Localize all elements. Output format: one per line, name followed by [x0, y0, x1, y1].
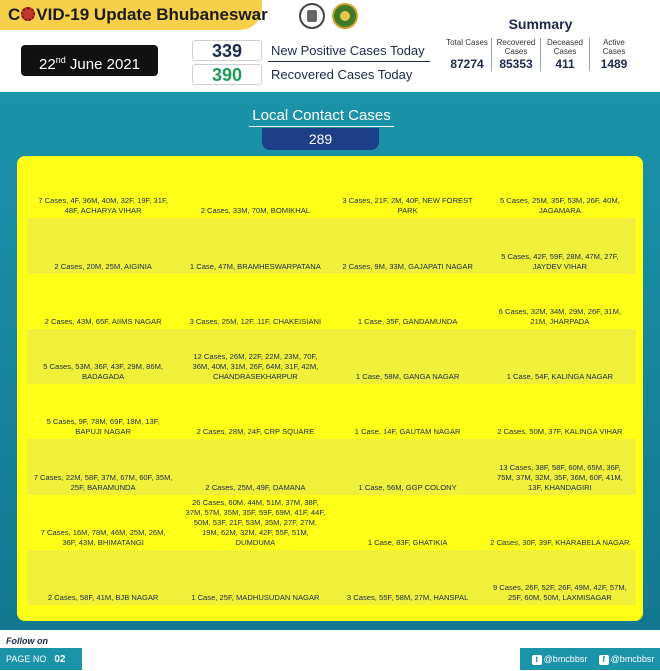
case-cell: 1 Case, 56M, GGP COLONY: [332, 439, 484, 494]
case-cell: 12 Cases, 26M, 22F, 22M, 23M, 70F, 36M, 40M, 31M, 26F, 64M, 31F, 42M, CHANDRASEKHARPUR: [179, 329, 331, 384]
follow-label: Follow on: [6, 636, 48, 646]
summary-label: Total Cases: [446, 38, 488, 47]
date-day: 22: [39, 56, 56, 73]
summary-value: 1489: [600, 57, 628, 71]
summary-label: Deceased Cases: [546, 38, 584, 56]
twitter-link[interactable]: [532, 654, 588, 665]
case-cell: 3 Cases, 55F, 58M, 27M, HANSPAL: [332, 550, 484, 605]
case-cell: 2 Cases, 43M, 65F, AIIMS NAGAR: [44, 316, 162, 326]
case-cell: 2 Cases, 30F, 39F, KHARABELA NAGAR: [490, 537, 630, 547]
case-cell: 2 Cases, 50M, 37F, KALINGA VIHAR: [497, 427, 623, 437]
twitter-icon: t: [532, 655, 542, 665]
case-cell: 7 Cases, 22M, 58F, 37M, 67M, 60F, 35M, 25F, BARAMUNDA: [27, 439, 179, 494]
case-cell: 7 Cases, 16M, 78M, 46M, 25M, 26M, 36F, 43M, BHIMATANGI: [40, 527, 166, 547]
new-positive-count: 339: [192, 40, 262, 61]
bmc-logo: [332, 3, 358, 29]
date-suffix: nd: [55, 55, 66, 65]
case-cell: 9 Cases, 26F, 52F, 26F, 49M, 42F, 57M, 25F, 60M, 50M, LAXMISAGAR: [484, 550, 636, 605]
social-links: [520, 648, 660, 670]
footer: [0, 630, 660, 671]
case-cell: 2 Cases, 58F, 41M, BJB NAGAR: [27, 550, 179, 605]
divider: [268, 61, 430, 62]
local-contact-title: Local Contact Cases: [249, 107, 394, 127]
summary-value: 411: [555, 57, 575, 71]
case-cell: 5 Cases, 42F, 59F, 28M, 47M, 27F, JAYDEV VIHAR: [484, 218, 636, 273]
summary-recovered: [492, 38, 541, 71]
summary-label: Active Cases: [602, 38, 626, 56]
page-label: PAGE NO: [6, 654, 47, 664]
recovered-label: Recovered Cases Today: [271, 67, 413, 82]
summary-value: 87274: [450, 57, 484, 71]
summary-active: [590, 38, 638, 71]
case-cell: 1 Case, 35F, GANDAMUNDA: [357, 316, 458, 326]
page-title: [8, 5, 268, 25]
page-number: 02: [54, 654, 66, 665]
date-badge: [21, 45, 158, 76]
case-cell: 3 Cases, 21F, 2M, 40F, NEW FOREST PARK: [342, 196, 473, 216]
new-positive-label: New Positive Cases Today: [271, 43, 425, 58]
recovered-count: 390: [192, 64, 262, 85]
facebook-link[interactable]: [599, 654, 655, 665]
case-cell: 2 Cases, 28M, 24F, CRP SQUARE: [196, 427, 315, 437]
date-rest: June 2021: [65, 56, 140, 73]
local-contact-count: 289: [262, 128, 379, 150]
facebook-handle: @bmcbbsr: [610, 653, 655, 664]
case-cell: 1 Case, 14F, GAUTAM NAGAR: [354, 427, 461, 437]
case-cell: 1 Case, 25F, MADHUSUDAN NAGAR: [179, 550, 331, 605]
twitter-handle: @bmcbbsr: [543, 653, 588, 664]
case-cell: 5 Cases, 9F, 78M, 69F, 18M, 13F, BAPUJI NAGAR: [46, 417, 160, 437]
case-cell: 13 Cases, 38F, 58F, 60M, 65M, 36F, 75M, 37M, 32M, 35F, 36M, 60F, 41M, 13F, KHANDAGIRI: [484, 439, 636, 494]
title-suffix: VID-19 Update Bhubaneswar: [36, 5, 268, 24]
case-cell: 1 Case, 47M, BRAMHESWARPATANA: [179, 218, 331, 273]
title-prefix: C: [8, 5, 21, 24]
case-cell: 5 Cases, 25M, 35F, 53M, 26F, 40M, JAGAMARA: [499, 196, 620, 216]
case-cell: 2 Cases, 20M, 25M, AIGINIA: [27, 218, 179, 273]
case-cell: 1 Case, 83F, GHATIKIA: [367, 537, 448, 547]
case-cell: 5 Cases, 53M, 36F, 43F, 29M, 86M, BADAGADA: [27, 329, 179, 384]
title-banner: [0, 0, 268, 30]
summary-deceased: [541, 38, 590, 71]
virus-icon: [21, 7, 35, 21]
case-cell: 6 Cases, 32M, 34M, 29M, 26F, 31M, 21M, JHARPADA: [498, 306, 622, 326]
summary-total: [443, 38, 492, 71]
case-cell: 7 Cases, 4F, 36M, 40M, 32F, 19F, 31F, 48F, ACHARYA VIHAR: [38, 196, 168, 216]
summary-panel: [443, 16, 638, 71]
case-cell: 2 Cases, 25M, 49F, DAMANA: [179, 439, 331, 494]
summary-value: 85353: [499, 57, 533, 71]
case-cell: 2 Cases, 9M, 33M, GAJAPATI NAGAR: [332, 218, 484, 273]
case-cell: 1 Case, 54F, KALINGA NAGAR: [484, 329, 636, 384]
case-cell: 1 Case, 58M, GANGA NAGAR: [332, 329, 484, 384]
odisha-emblem-logo: [299, 3, 325, 29]
case-cell: 2 Cases, 33M, 70M, BOMIKHAL: [200, 206, 311, 216]
page-number-badge: [0, 648, 82, 670]
header: [0, 0, 660, 92]
facebook-icon: f: [599, 655, 609, 665]
cases-grid: [27, 163, 636, 605]
summary-row: [443, 38, 638, 71]
summary-label: Recovered Cases: [496, 38, 536, 56]
case-cell: 26 Cases, 60M, 44M, 51M, 37M, 38F, 37M, 57M, 35M, 35F, 59F, 69M, 41F, 44F, 50M, 53F, 21F, 53M, 35M, 27F, 27M, 19M, 62M, 32M, 42F, 55F, 51M, DUMDUMA: [185, 497, 326, 547]
case-cell: 3 Cases, 25M, 12F, 11F, CHAKEISIANI: [189, 316, 322, 326]
summary-title: Summary: [508, 16, 573, 32]
